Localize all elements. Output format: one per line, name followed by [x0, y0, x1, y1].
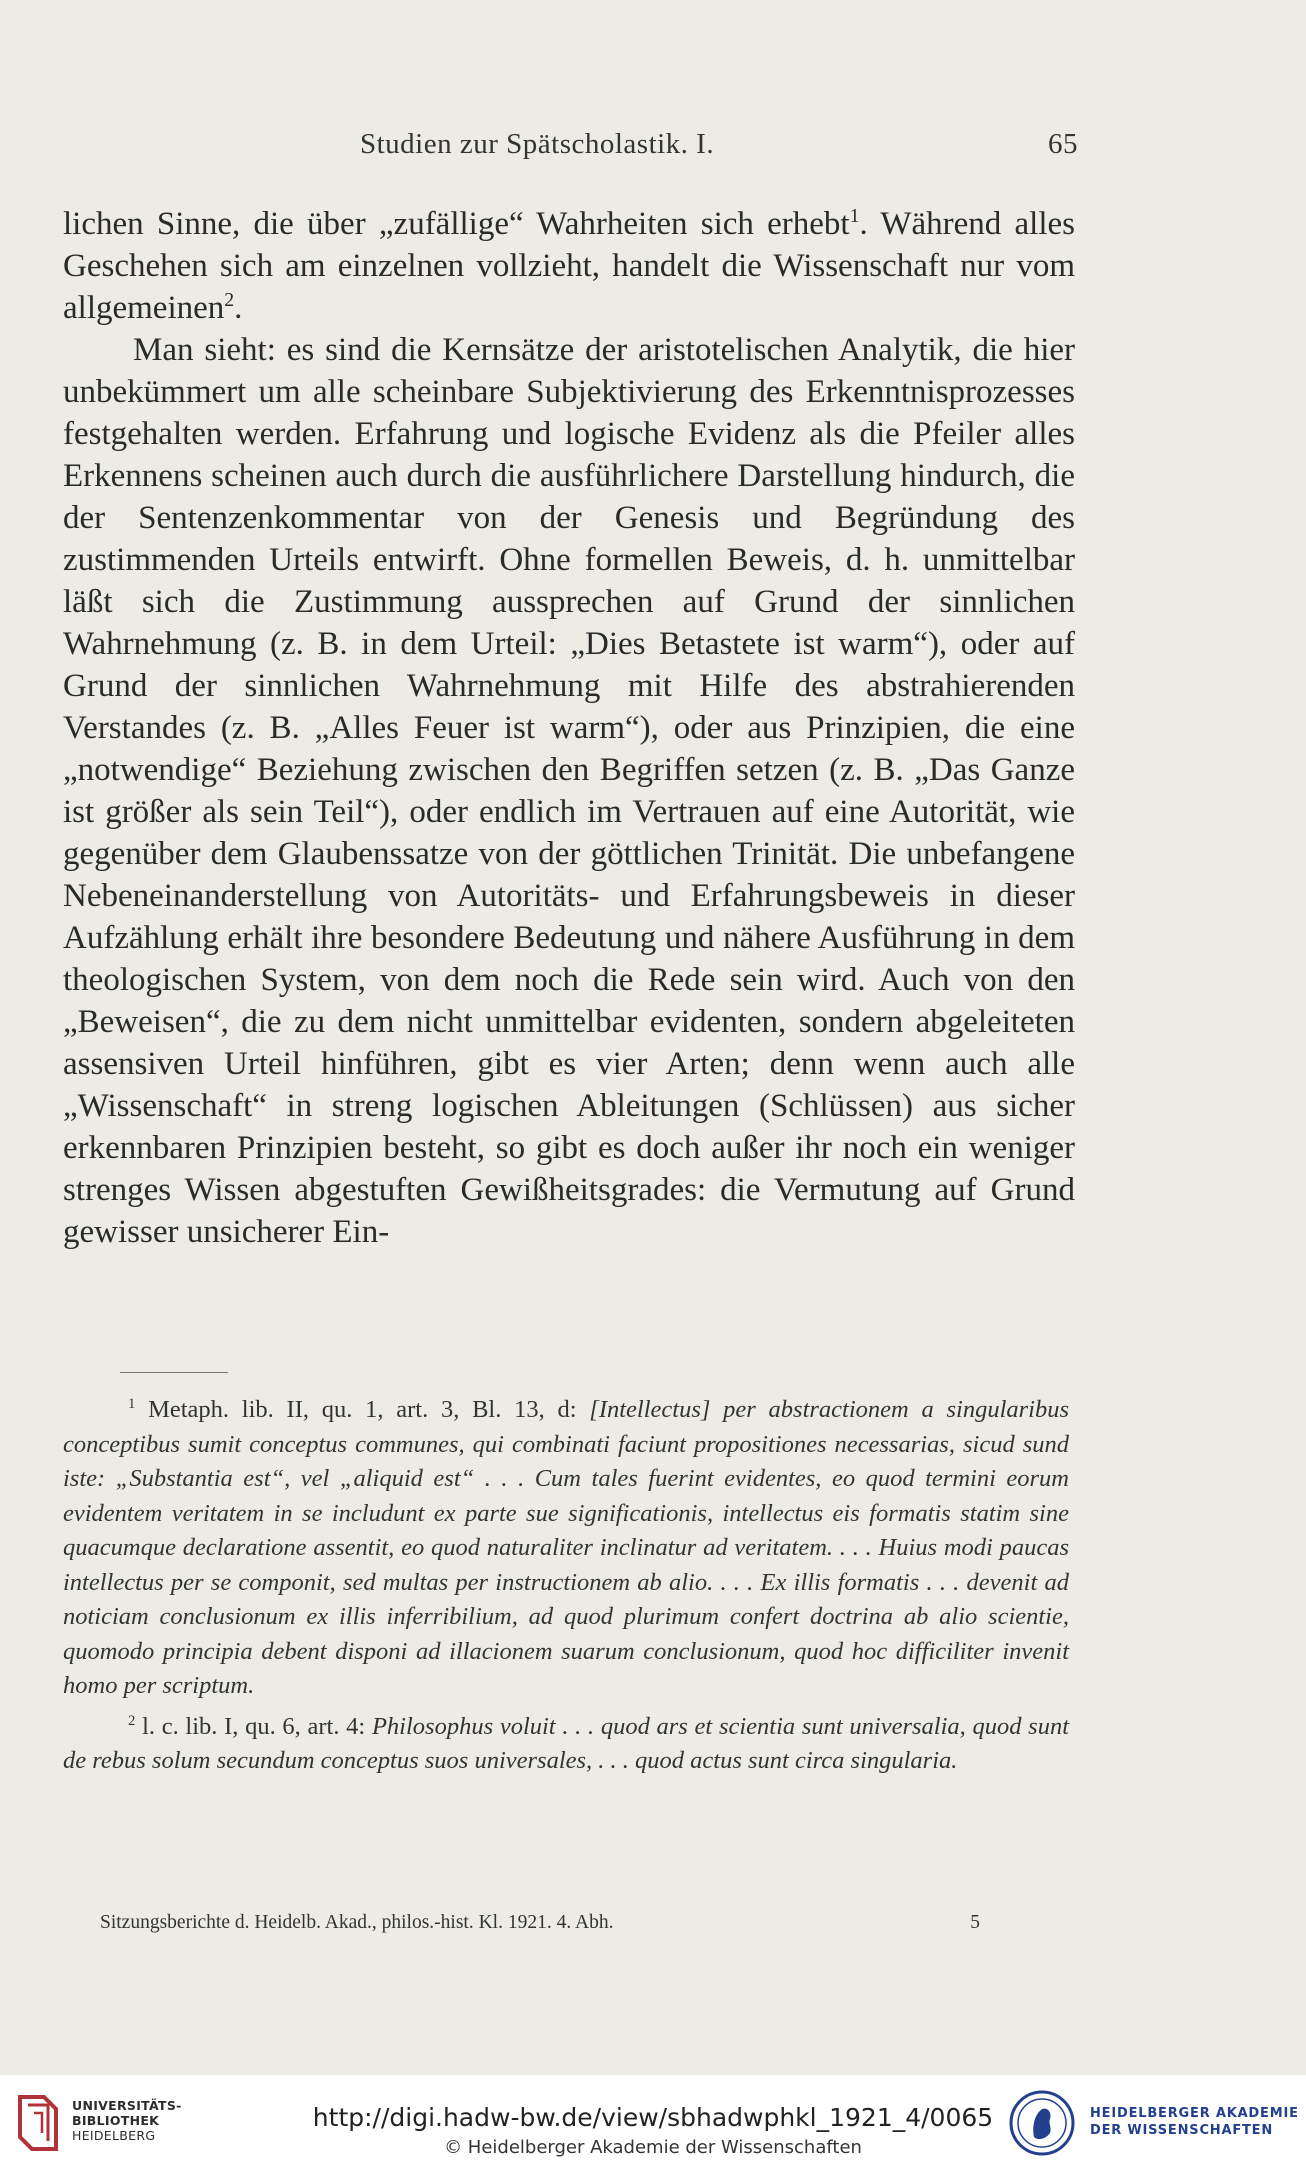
paragraph-2: Man sieht: es sind die Kernsätze der aristotelischen Analytik, die hier unbekümmert um alle scheinbare Subjektivierung des Erkenntnisprozesses festgehalten werden. Erfahrung und logische Evidenz als die Pfeiler alles Erkennens scheinen auch durch die ausführlichere Darstellung hindurch, die der Sentenzenkommentar von der Genesis und Begründung des zustimmenden Urteils entwirft. Ohne formellen Beweis, d. h. unmittelbar läßt sich die Zustimmung aussprechen auf Grund der sinnlichen Wahrnehmung (z. B. in dem Urteil: „Dies Betastete ist warm“), oder auf Grund der sinnlichen Wahrnehmung mit Hilfe des abstrahierenden Verstandes (z. B. „Alles Feuer ist warm“), oder aus Prinzipien, die eine „notwendige“ Beziehung zwischen den Begriffen setzen (z. B. „Das Ganze ist größer als sein Teil“), oder endlich im Vertrauen auf eine Autorität, wie gegenüber dem Glaubenssatze von der göttlichen Trinität. Die unbefangene Nebeneinanderstellung von Autoritäts- und Erfahrungsbeweis in dieser Aufzählung erhält ihre besondere Bedeutung und nähere Ausführung in dem theologischen System, von dem noch die Rede sein wird. Auch von den „Beweisen“, die zu dem nicht unmittelbar evidenten, sondern abgeleiteten assensiven Urteil hinführen, gibt es vier Arten; denn wenn auch alle „Wissenschaft“ in streng logischen Ableitungen (Schlüssen) aus sicher erkennbaren Prinzipien besteht, so gibt es doch außer ihr noch ein weniger strenges Wissen abgestuften Gewißheitsgrades: die Vermutung auf Grund gewisser unsicherer Ein-	[63, 332, 1075, 1250]
footnote-quote: [Intellectus] per abstractionem a singularibus conceptibus sumit conceptus communes, qui combinati faciunt propositiones necessarias, sicud sund iste: „Substantia est“, vel „aliquid est“ . . . Cum tales fuerint evidentes, eo quod termini eorum evidentem veritatem in se includunt ex parte sue significationis, intellectus eis formatis statim sine quacumque declaratione assentit, eo quod naturaliter inclinatur ad veritatem. . . . Huius modi paucas intellectus per se componit, sed multas per instructionem ab alio. . . . Ex illis formatis . . . devenit ad noticiam conclusionum ex illis inferribilium, ad quod plurimum confert doctrina ab alio scientie, quomodo principia debent disponi ad illacionem suarum conclusionum, quod hoc difficiliter invenit homo per scriptum.	[63, 1396, 1069, 1699]
footnote-ref-2: 2	[224, 289, 235, 311]
running-title: Studien zur Spätscholastik. I.	[360, 128, 715, 160]
footnote-divider	[120, 1372, 228, 1373]
main-text	[63, 203, 1075, 1253]
sheet-signature: 5	[970, 1912, 980, 1933]
footnotes	[63, 1393, 1069, 1785]
copyright-notice: © Heidelberger Akademie der Wissenschaften	[444, 2137, 862, 2158]
page-number: 65	[1048, 128, 1078, 160]
series-citation: Sitzungsberichte d. Heidelb. Akad., philos.-hist. Kl. 1921. 4. Abh.	[100, 1912, 614, 1933]
printer-signature-line	[100, 1912, 980, 1934]
academy-seal-icon	[1008, 2089, 1076, 2157]
library-name-line: UNIVERSITÄTS-	[72, 2098, 182, 2113]
paragraph-1-part: .	[234, 290, 243, 326]
academy-name-line: HEIDELBERGER AKADEMIE	[1090, 2106, 1299, 2121]
footnote-quote: Philosophus voluit . . . quod ars et scientia sunt universalia, quod sunt de rebus solum secundum conceptus suos universales, . . . quod actus sunt circa singularia.	[63, 1712, 1070, 1774]
paragraph-1	[63, 203, 1075, 329]
footnote-1	[63, 1393, 1069, 1704]
academy-name	[1090, 2105, 1299, 2139]
permalink-url[interactable]: http://digi.hadw-bw.de/view/sbhadwphkl_1921_4/0065	[312, 2103, 994, 2132]
footnote-ref-1: 1	[849, 205, 860, 227]
footnote-reference: l. c. lib. I, qu. 6, art. 4:	[142, 1712, 366, 1740]
library-name-line: BIBLIOTHEK	[72, 2113, 160, 2128]
paragraph-1-part: lichen Sinne, die über „zufällige“ Wahrheiten sich erhebt	[63, 206, 850, 242]
library-name-line: HEIDELBERG	[72, 2128, 156, 2143]
academy-name-line: DER WISSENSCHAFTEN	[1090, 2123, 1274, 2138]
footnote-2	[63, 1710, 1069, 1779]
paragraph-1-part: . Während alles Geschehen sich am einzelnen vollzieht, handelt die Wissenschaft nur vom allgemeinen	[63, 206, 1076, 326]
footnote-reference: Metaph. lib. II, qu. 1, art. 3, Bl. 13, d:	[148, 1396, 577, 1423]
footer-bar	[0, 2075, 1306, 2169]
footnote-mark: 1	[128, 1395, 136, 1412]
footnote-mark: 2	[128, 1712, 136, 1729]
